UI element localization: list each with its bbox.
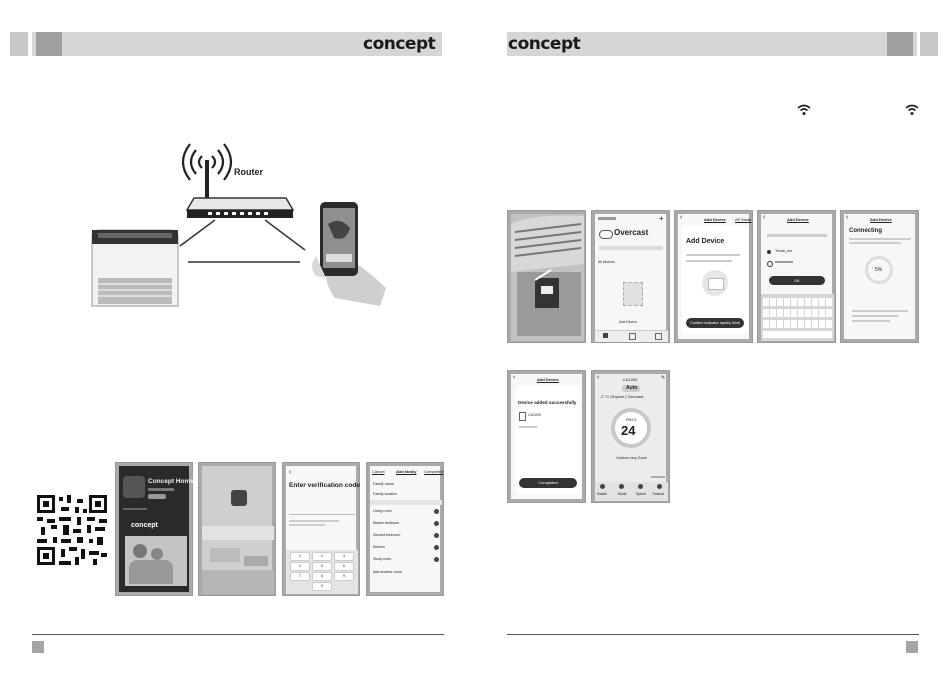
add-device-screenshot: [674, 210, 753, 343]
room-item: Second bedroom: [373, 533, 401, 537]
connecting-screenshot: [840, 210, 919, 343]
home-screen-screenshot: [591, 210, 670, 343]
footer-square-left: [32, 641, 44, 653]
check-icon[interactable]: [434, 545, 439, 550]
header-square-left: [10, 32, 28, 56]
network-diagram: [90, 138, 390, 310]
device-control-screenshot: [591, 370, 670, 503]
add-device-heading: Add Device: [686, 238, 725, 245]
ok-button[interactable]: OK: [769, 276, 825, 285]
home-icon[interactable]: [603, 333, 608, 338]
success-screenshot: [507, 370, 586, 503]
add-room-link[interactable]: Add another room: [373, 570, 402, 574]
family-location-label: Family location: [373, 492, 397, 496]
network-name[interactable]: Tenda_xxx: [775, 249, 793, 253]
control-speed[interactable]: Speed: [636, 492, 646, 496]
device-panel-photo: [507, 210, 586, 343]
header-square-right: [920, 32, 938, 56]
verification-code-screenshot: [282, 462, 360, 596]
mode-label[interactable]: Auto: [626, 385, 638, 391]
back-arrow-icon[interactable]: ‹: [763, 214, 766, 221]
cloud-icon: [599, 230, 613, 239]
family-title: Add family: [396, 469, 417, 474]
app-login-screenshot: [115, 462, 193, 596]
lock-icon: [767, 261, 773, 267]
temperature-text: -2 °C Ohyzen | Overcast: [600, 394, 644, 399]
air-quality-text: Outdoor very Good: [616, 456, 647, 460]
success-message: Device added successfully: [518, 400, 577, 405]
cancel-link[interactable]: Cancel: [372, 469, 385, 474]
back-arrow-icon[interactable]: ‹: [680, 214, 683, 221]
add-icon[interactable]: +: [659, 214, 664, 223]
control-switch[interactable]: Switch: [597, 492, 607, 496]
footer-rule-right: [507, 634, 919, 635]
room-item: Kitchen: [373, 545, 385, 549]
scene-icon[interactable]: [629, 333, 636, 340]
app-name: Concept Home: [148, 478, 194, 485]
device-icon: [519, 412, 526, 421]
add-device-link[interactable]: Add Device: [619, 320, 637, 324]
back-arrow-icon[interactable]: ‹: [513, 374, 516, 381]
profile-icon[interactable]: [655, 333, 662, 340]
device-photo-art: [511, 214, 584, 341]
nav-title: Add Device: [787, 217, 809, 222]
back-arrow-icon[interactable]: ‹: [846, 214, 849, 221]
nav-title: Add Device: [704, 217, 726, 222]
router-label: Router: [234, 167, 263, 177]
app-splash-screenshot: [198, 462, 276, 596]
nav-title: Add Device: [537, 377, 559, 382]
ap-mode-link[interactable]: AP Mode: [735, 217, 752, 222]
wifi-icon-2: [905, 104, 919, 116]
app-logo-icon: [123, 476, 145, 498]
speed-icon[interactable]: [638, 484, 643, 489]
app-logo-icon-2: [231, 490, 247, 506]
numeric-keypad[interactable]: 1 2 3 4 5 6 7 8 9 0: [286, 550, 358, 594]
edit-icon[interactable]: ✎: [661, 375, 666, 381]
header-square-right-2: [887, 32, 913, 56]
check-icon[interactable]: [434, 557, 439, 562]
wifi-select-screenshot: [757, 210, 836, 343]
back-arrow-icon[interactable]: ‹: [289, 469, 292, 476]
footer-square-right: [906, 641, 918, 653]
pm-label: PM2.5: [626, 418, 637, 422]
nav-title: Add Device: [870, 217, 892, 222]
timeout-icon[interactable]: [657, 484, 662, 489]
app-brand-text: concept: [131, 522, 158, 529]
all-devices-tab[interactable]: All devices: [598, 260, 615, 264]
brand-logo-right: concept: [508, 34, 581, 54]
device-title: CA1000: [623, 377, 638, 382]
room-item: Study room: [373, 557, 392, 561]
device-name: CA1000: [528, 413, 541, 417]
wifi-small-icon: [767, 250, 771, 254]
back-arrow-icon[interactable]: ‹: [597, 374, 600, 381]
pm-value: 24: [621, 423, 636, 438]
qr-code-icon: [37, 495, 107, 565]
confirm-blink-button[interactable]: Confirm indicator rapidly blink: [686, 318, 744, 328]
verify-title: Enter verification code: [289, 482, 361, 489]
wifi-icon: [797, 104, 811, 116]
completed-button[interactable]: Completed: [519, 478, 577, 488]
weather-text: Overcast: [614, 228, 649, 237]
control-timeout[interactable]: Timeout: [652, 492, 665, 496]
room-item: Living room: [373, 509, 392, 513]
room-item: Master bedroom: [373, 521, 400, 525]
progress-percent: 5%: [875, 267, 883, 273]
footer-rule-left: [32, 634, 444, 635]
connecting-heading: Connecting: [849, 228, 882, 234]
check-icon[interactable]: [434, 521, 439, 526]
header-square-left-2: [36, 32, 62, 56]
check-icon[interactable]: [434, 509, 439, 514]
completed-link[interactable]: Completed: [424, 469, 444, 474]
check-icon[interactable]: [434, 533, 439, 538]
mode-icon[interactable]: [619, 484, 624, 489]
brand-logo-left: concept: [363, 34, 436, 54]
control-mode[interactable]: Mode: [618, 492, 627, 496]
switch-icon[interactable]: [600, 484, 605, 489]
add-family-screenshot: [366, 462, 444, 596]
family-name-label: Family name: [373, 482, 394, 486]
